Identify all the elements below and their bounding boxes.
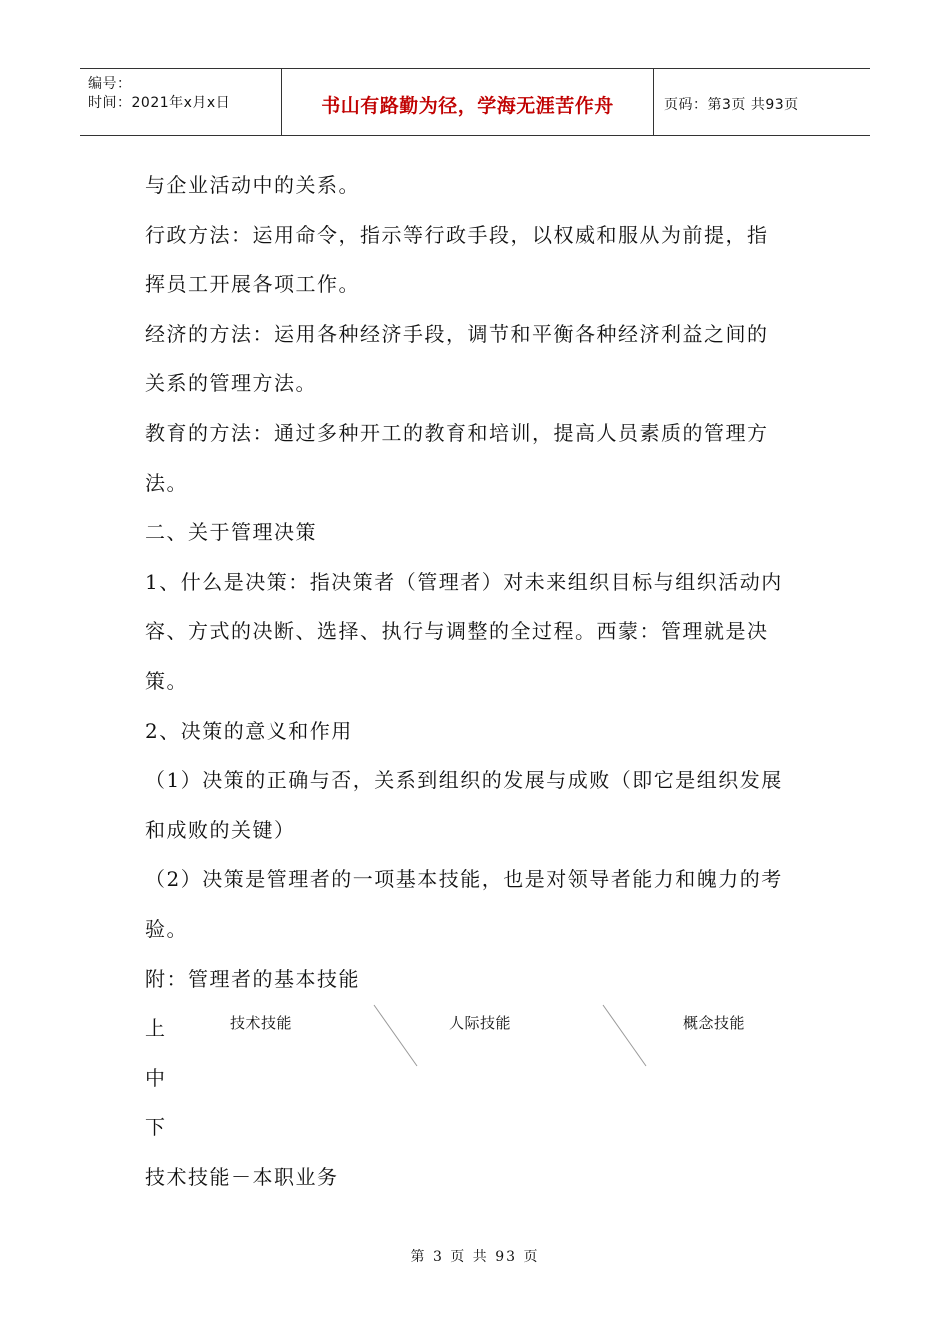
body-line: 与企业活动中的关系。 xyxy=(145,173,360,197)
header-meta-cell xyxy=(80,69,282,135)
header-page-info: 页码：第3页 共93页 xyxy=(664,97,799,113)
body-line: （1）决策的正确与否，关系到组织的发展与成败（即它是组织发展 xyxy=(145,768,783,793)
header-motto: 书山有路勤为径，学海无涯苦作舟 xyxy=(321,95,614,117)
section-heading: 二、关于管理决策 xyxy=(145,520,317,545)
body-line: 关系的管理方法。 xyxy=(145,371,317,396)
document-header xyxy=(80,68,870,136)
body-line: 验。 xyxy=(145,916,188,941)
body-line: 容、方式的决断、选择、执行与调整的全过程。西蒙：管理就是决 xyxy=(145,619,769,644)
code-label: 编号： xyxy=(88,76,132,92)
divider-line-1 xyxy=(374,1005,417,1066)
body-line: 教育的方法：通过多种开工的教育和培训，提高人员素质的管理方 xyxy=(145,420,769,445)
level-middle: 中 xyxy=(145,1065,167,1090)
body-line: 策。 xyxy=(145,668,188,693)
body-line: 经济的方法：运用各种经济手段，调节和平衡各种经济利益之间的 xyxy=(145,321,769,346)
label-human-skill: 人际技能 xyxy=(449,1014,512,1032)
header-motto-cell xyxy=(282,69,654,135)
skills-diagram xyxy=(145,1000,845,1080)
page-footer: 第 3 页 共 93 页 xyxy=(410,1249,540,1265)
body-line: 技术技能－本职业务 xyxy=(145,1164,339,1189)
body-line: 1、什么是决策：指决策者（管理者）对未来组织目标与组织活动内 xyxy=(145,569,783,594)
time-label: 时间：2021年x月x日 xyxy=(88,95,231,111)
divider-line-2 xyxy=(603,1005,646,1066)
subsection-heading: 2、决策的意义和作用 xyxy=(145,718,353,743)
body-line: 附：管理者的基本技能 xyxy=(145,966,360,991)
label-technical-skill: 技术技能 xyxy=(230,1014,293,1032)
body-line: 法。 xyxy=(145,470,188,495)
body-line: （2）决策是管理者的一项基本技能，也是对领导者能力和魄力的考 xyxy=(145,867,783,892)
body-line: 和成败的关键） xyxy=(145,817,296,842)
label-conceptual-skill: 概念技能 xyxy=(683,1014,746,1032)
header-page-cell xyxy=(654,69,870,135)
level-lower: 下 xyxy=(145,1115,167,1140)
body-line: 挥员工开展各项工作。 xyxy=(145,272,360,297)
body-line: 行政方法：运用命令，指示等行政手段，以权威和服从为前提，指 xyxy=(145,222,769,247)
level-upper: 上 xyxy=(145,1016,167,1041)
